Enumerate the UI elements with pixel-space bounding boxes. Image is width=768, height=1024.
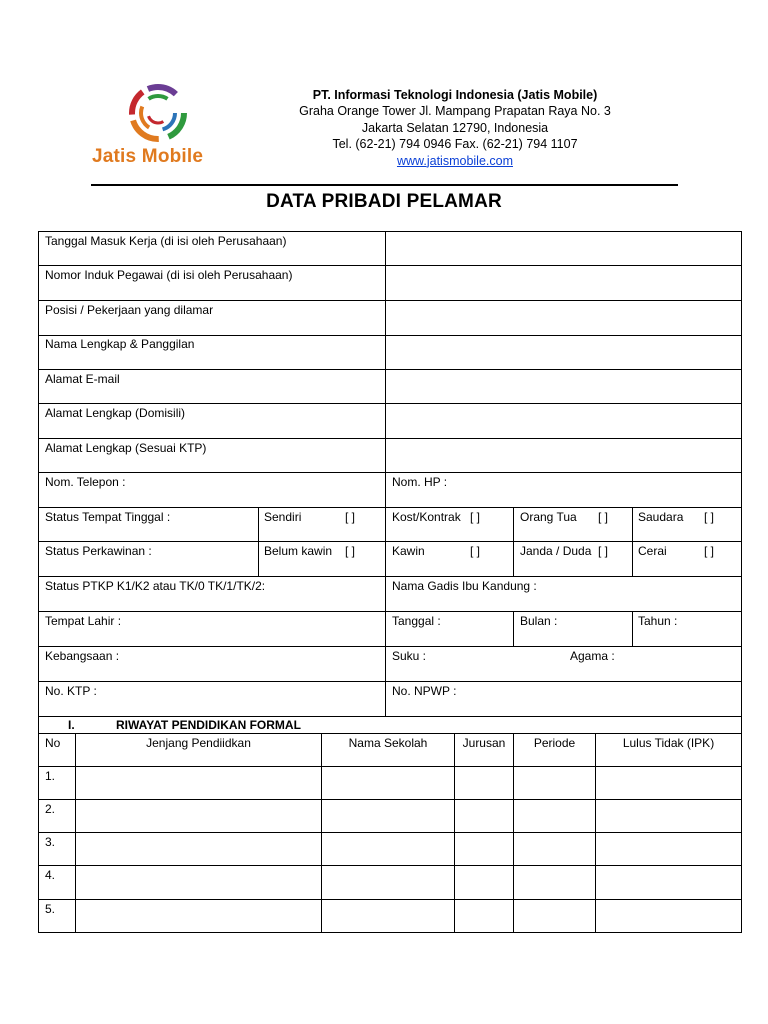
label-posisi: Posisi / Pekerjaan yang dilamar <box>45 303 214 317</box>
label-tempat-lahir: Tempat Lahir : <box>45 614 122 628</box>
grid-line <box>38 300 742 301</box>
company-website-link[interactable]: www.jatismobile.com <box>396 153 513 168</box>
option-sendiri: Sendiri <box>264 510 302 524</box>
company-phone: Tel. (62-21) 794 0946 Fax. (62-21) 794 1107 <box>332 137 578 152</box>
checkbox-saudara[interactable]: [ ] <box>704 510 715 524</box>
option-janda-duda: Janda / Duda <box>520 544 592 558</box>
checkbox-sendiri[interactable]: [ ] <box>345 510 356 524</box>
table-row-number: 5. <box>45 902 56 916</box>
company-address-line1: Graha Orange Tower Jl. Mampang Prapatan Raya No. 3 <box>299 104 611 119</box>
grid-line <box>38 472 742 473</box>
grid-line <box>38 716 742 717</box>
company-logo <box>88 82 228 172</box>
option-orang-tua: Orang Tua <box>520 510 577 524</box>
label-suku: Suku : <box>392 649 427 663</box>
grid-line <box>38 231 39 933</box>
label-telepon: Nom. Telepon : <box>45 475 126 489</box>
grid-line <box>38 369 742 370</box>
label-nama: Nama Lengkap & Panggilan <box>45 337 195 351</box>
grid-line <box>513 611 514 646</box>
table-row-number: 1. <box>45 769 56 783</box>
grid-line <box>513 733 514 933</box>
checkbox-belum-kawin[interactable]: [ ] <box>345 544 356 558</box>
grid-line <box>385 231 386 716</box>
grid-line <box>595 733 596 933</box>
label-alamat-domisili: Alamat Lengkap (Domisili) <box>45 406 186 420</box>
grid-line <box>632 611 633 646</box>
option-belum-kawin: Belum kawin <box>264 544 333 558</box>
label-agama: Agama : <box>570 649 615 663</box>
grid-line <box>38 438 742 439</box>
jatis-swirl-icon <box>126 82 190 144</box>
col-header-periode: Periode <box>533 736 576 750</box>
checkbox-janda-duda[interactable]: [ ] <box>598 544 609 558</box>
label-kebangsaan: Kebangsaan : <box>45 649 120 663</box>
grid-line <box>741 231 742 933</box>
label-tanggal: Tanggal : <box>392 614 441 628</box>
grid-line <box>38 681 742 682</box>
label-status-tempat: Status Tempat Tinggal : <box>45 510 171 524</box>
company-name: PT. Informasi Teknologi Indonesia (Jatis Mobile) <box>312 88 598 102</box>
option-kawin: Kawin <box>392 544 425 558</box>
label-nomor-induk: Nomor Induk Pegawai (di isi oleh Perusahaan) <box>45 268 293 282</box>
grid-line <box>513 507 514 576</box>
grid-line <box>38 335 742 336</box>
checkbox-kost[interactable]: [ ] <box>470 510 481 524</box>
label-ptkp: Status PTKP K1/K2 atau TK/0 TK/1/TK/2: <box>45 579 266 593</box>
grid-line <box>38 832 742 833</box>
grid-line <box>75 733 76 933</box>
logo-text: Jatis Mobile <box>92 146 204 167</box>
grid-line <box>38 766 742 767</box>
col-header-lulus: Lulus Tidak (IPK) <box>622 736 715 750</box>
col-header-jenjang: Jenjang Pendiidkan <box>146 736 251 750</box>
grid-line <box>38 799 742 800</box>
applicant-form <box>38 231 742 935</box>
checkbox-kawin[interactable]: [ ] <box>470 544 481 558</box>
col-header-sekolah: Nama Sekolah <box>348 736 428 750</box>
grid-line <box>258 507 259 576</box>
grid-line <box>321 733 322 933</box>
grid-line <box>38 541 742 542</box>
checkbox-cerai[interactable]: [ ] <box>704 544 715 558</box>
grid-line <box>38 865 742 866</box>
option-saudara: Saudara <box>638 510 684 524</box>
grid-line <box>38 576 742 577</box>
col-header-jurusan: Jurusan <box>462 736 506 750</box>
label-alamat-ktp: Alamat Lengkap (Sesuai KTP) <box>45 441 207 455</box>
header-divider <box>91 184 678 186</box>
grid-line <box>38 611 742 612</box>
label-tahun: Tahun : <box>638 614 678 628</box>
grid-line <box>38 507 742 508</box>
label-ktp: No. KTP : <box>45 684 97 698</box>
grid-line <box>38 403 742 404</box>
label-status-kawin: Status Perkawinan : <box>45 544 152 558</box>
grid-line <box>38 231 742 232</box>
page-title: DATA PRIBADI PELAMAR <box>266 191 502 212</box>
checkbox-orang-tua[interactable]: [ ] <box>598 510 609 524</box>
grid-line <box>38 646 742 647</box>
grid-line <box>38 899 742 900</box>
label-ibu: Nama Gadis Ibu Kandung : <box>392 579 537 593</box>
label-bulan: Bulan : <box>520 614 558 628</box>
table-row-number: 2. <box>45 802 56 816</box>
label-npwp: No. NPWP : <box>392 684 457 698</box>
company-address-line2: Jakarta Selatan 12790, Indonesia <box>361 120 549 135</box>
label-email: Alamat E-mail <box>45 372 120 386</box>
grid-line <box>38 265 742 266</box>
section-number: I. <box>68 718 75 732</box>
col-header-no: No <box>45 736 61 750</box>
option-cerai: Cerai <box>638 544 667 558</box>
grid-line <box>38 733 742 734</box>
label-hp: Nom. HP : <box>392 475 448 489</box>
option-kost: Kost/Kontrak <box>392 510 461 524</box>
grid-line <box>454 733 455 933</box>
company-info <box>290 87 620 169</box>
grid-line <box>632 507 633 576</box>
section-title: RIWAYAT PENDIDIKAN FORMAL <box>116 718 301 732</box>
table-row-number: 3. <box>45 835 56 849</box>
grid-line <box>38 932 742 933</box>
table-row-number: 4. <box>45 868 56 882</box>
label-tanggal-masuk: Tanggal Masuk Kerja (di isi oleh Perusahaan) <box>45 234 287 248</box>
